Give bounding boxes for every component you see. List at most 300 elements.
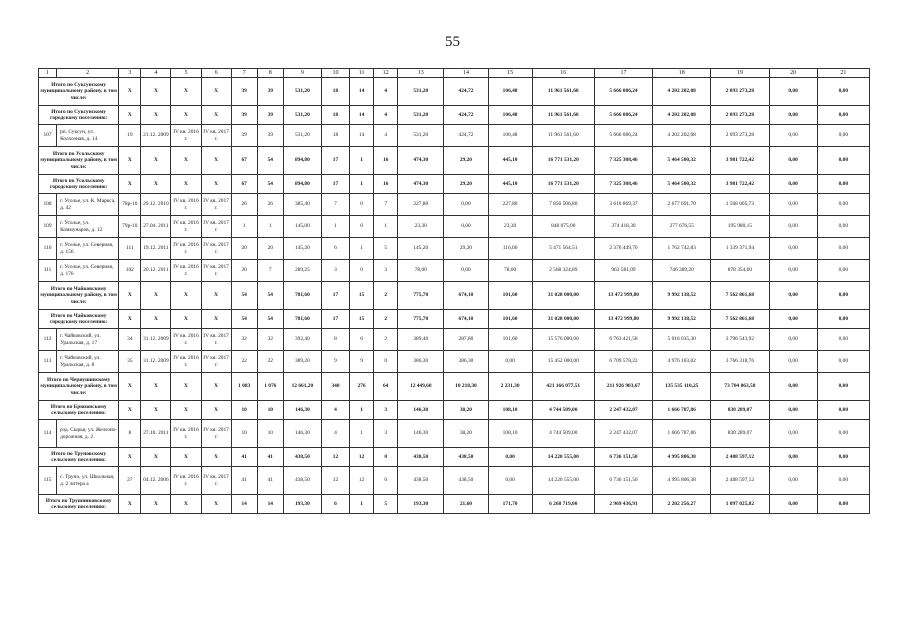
table-cell: X — [141, 401, 171, 420]
table-cell: 2 969 436,91 — [594, 495, 652, 514]
table-cell: X — [141, 106, 171, 125]
table-cell: 14 — [350, 78, 374, 106]
table-cell: 23,30 — [488, 216, 532, 238]
house-address: г. Чайковский, ул. Уральская, д. 17 — [57, 329, 119, 351]
table-cell: 340 — [321, 373, 349, 401]
subtotal-label: Итого по Брюховскому сельскому поселению: — [39, 401, 119, 420]
table-cell: 438,50 — [283, 448, 321, 467]
table-cell: 108,10 — [488, 420, 532, 448]
table-cell: 0,00 — [769, 448, 817, 467]
table-cell: 13 472 999,80 — [594, 282, 652, 310]
table-cell: 0,00 — [769, 467, 817, 495]
table-cell: 8 — [321, 329, 349, 351]
table-cell: 2 568 324,89 — [532, 260, 594, 282]
table-cell: 2 093 273,28 — [711, 78, 769, 106]
table-cell: 0,00 — [817, 329, 869, 351]
table-cell: 29.12. 2010 — [141, 194, 171, 216]
table-cell: 1 — [374, 216, 398, 238]
table-cell: 18 — [321, 125, 349, 147]
table-cell: 0 — [350, 216, 374, 238]
row-number: 114 — [39, 420, 57, 448]
table-cell: 3 — [321, 260, 349, 282]
table-cell: 54 — [231, 310, 257, 329]
table-cell: 7 325 308,46 — [594, 175, 652, 194]
table-cell: 10 — [231, 420, 257, 448]
table-cell: IV кв. 2016 г. — [171, 194, 201, 216]
table-cell: 781,60 — [283, 282, 321, 310]
table-cell: IV кв. 2017 г. — [201, 194, 231, 216]
table-cell: 0,00 — [769, 194, 817, 216]
table-cell: 4 202 202,08 — [653, 125, 711, 147]
subtotal-label: Итого по Чайковскому муниципальному району, в том числе: — [39, 282, 119, 310]
table-cell: 0,00 — [769, 373, 817, 401]
row-number: 109 — [39, 216, 57, 238]
table-cell: 4 — [321, 401, 349, 420]
table-cell: 227,80 — [398, 194, 444, 216]
table-cell: 0,00 — [817, 448, 869, 467]
table-cell: 12 449,60 — [398, 373, 444, 401]
table-cell: 0,00 — [817, 78, 869, 106]
table-cell: IV кв. 2017 г. — [201, 420, 231, 448]
table-cell: 6 709 578,22 — [594, 351, 652, 373]
table-cell: 3 796 543,92 — [711, 329, 769, 351]
table-cell: 193,30 — [398, 495, 444, 514]
table-cell: 10 — [257, 401, 283, 420]
table-cell: 5 471 564,51 — [532, 238, 594, 260]
table-cell: 146,30 — [398, 401, 444, 420]
table-cell: 9 992 138,52 — [653, 310, 711, 329]
table-cell: X — [141, 282, 171, 310]
table-cell: 101,60 — [488, 310, 532, 329]
table-cell: 19.12. 2011 — [141, 238, 171, 260]
table-cell: 1 083 — [231, 373, 257, 401]
table-cell: 674,10 — [444, 282, 488, 310]
column-number: 6 — [201, 69, 231, 78]
row-number: 108 — [39, 194, 57, 216]
table-cell: 17 — [321, 147, 349, 175]
table-cell: 3 — [374, 401, 398, 420]
table-cell: 135 535 110,25 — [653, 373, 711, 401]
table-cell: 79р-10 — [119, 216, 141, 238]
table-cell: 1 568 005,73 — [711, 194, 769, 216]
table-cell: 6 — [350, 329, 374, 351]
table-cell: 34 — [119, 329, 141, 351]
table-cell: 31 028 000,00 — [532, 282, 594, 310]
table-cell: X — [201, 282, 231, 310]
table-cell: 3 610 869,37 — [594, 194, 652, 216]
table-cell: 424,72 — [444, 125, 488, 147]
subtotal-row — [39, 78, 870, 106]
table-cell: 12 — [321, 448, 349, 467]
table-cell: 6 — [321, 495, 349, 514]
house-address: рзд. Сырья, ул. Железно-дорожная, д. 2 — [57, 420, 119, 448]
table-cell: 146,30 — [398, 420, 444, 448]
table-cell: 0,00 — [444, 194, 488, 216]
column-number: 21 — [817, 69, 869, 78]
table-cell: 287,80 — [444, 329, 488, 351]
table-cell: 674,10 — [444, 310, 488, 329]
table-cell: 3 766 318,76 — [711, 351, 769, 373]
table-cell: X — [171, 78, 201, 106]
subtotal-row — [39, 448, 870, 467]
table-cell: 0,00 — [769, 282, 817, 310]
table-cell: 781,60 — [283, 310, 321, 329]
table-cell: 2 247 432,07 — [594, 420, 652, 448]
table-cell: 0,00 — [817, 282, 869, 310]
table-cell: 78,00 — [398, 260, 444, 282]
table-cell: X — [141, 495, 171, 514]
table-cell: 531,20 — [283, 106, 321, 125]
row-number: 110 — [39, 238, 57, 260]
table-cell: 775,70 — [398, 282, 444, 310]
table-cell: 0,00 — [769, 216, 817, 238]
table-cell: 227,80 — [488, 194, 532, 216]
table-cell: X — [119, 175, 141, 194]
house-address: рп. Суксун, ул. Колхозная, д. 14 — [57, 125, 119, 147]
table-cell: 445,10 — [488, 175, 532, 194]
column-number: 14 — [444, 69, 488, 78]
table-cell: 1 076 — [257, 373, 283, 401]
table-cell: X — [141, 175, 171, 194]
table-cell: IV кв. 2017 г. — [201, 125, 231, 147]
column-number: 12 — [374, 69, 398, 78]
table-cell: 54 — [257, 147, 283, 175]
table-cell: 0,00 — [769, 78, 817, 106]
table-cell: 32 — [257, 329, 283, 351]
table-cell: 0,00 — [817, 216, 869, 238]
table-cell: 31.12. 2009 — [141, 329, 171, 351]
table-cell: 0,00 — [444, 260, 488, 282]
table-cell: 1 — [321, 216, 349, 238]
table-cell: 3 981 722,42 — [711, 147, 769, 175]
table-cell: 1 — [350, 420, 374, 448]
table-cell: 146,30 — [283, 420, 321, 448]
subtotal-row — [39, 310, 870, 329]
table-cell: IV кв. 2016 г. — [171, 420, 201, 448]
table-cell: 1 — [350, 495, 374, 514]
table-cell: 0,00 — [769, 147, 817, 175]
table-cell: 1 — [350, 147, 374, 175]
table-cell: 0,00 — [488, 467, 532, 495]
column-number: 15 — [488, 69, 532, 78]
table-cell: 6 736 151,50 — [594, 448, 652, 467]
table-cell: 16 — [374, 175, 398, 194]
table-cell: 421 166 077,51 — [532, 373, 594, 401]
table-cell: 4 995 806,38 — [653, 467, 711, 495]
row-number: 112 — [39, 329, 57, 351]
table-cell: 171,70 — [488, 495, 532, 514]
table-cell: 11 961 561,60 — [532, 106, 594, 125]
table-cell: 39 — [231, 106, 257, 125]
table-cell: 116,00 — [488, 238, 532, 260]
table-cell: 3 981 722,42 — [711, 175, 769, 194]
table-cell: 27.10. 2011 — [141, 420, 171, 448]
table-cell: 848 075,00 — [532, 216, 594, 238]
table-cell: 289,25 — [283, 260, 321, 282]
table-cell: 5 666 086,24 — [594, 125, 652, 147]
table-cell: 0,00 — [769, 106, 817, 125]
table-cell: X — [141, 373, 171, 401]
column-number: 9 — [283, 69, 321, 78]
table-cell: 21.12. 2009 — [141, 125, 171, 147]
table-cell: 474,30 — [398, 175, 444, 194]
table-cell: 41 — [257, 467, 283, 495]
table-cell: IV кв. 2016 г. — [171, 238, 201, 260]
table-cell: 22 — [257, 351, 283, 373]
column-number-row — [39, 69, 870, 78]
table-cell: 31.12. 2009 — [141, 351, 171, 373]
table-cell: 5 — [374, 495, 398, 514]
table-cell: 14 — [350, 106, 374, 125]
table-cell: 20.12. 2011 — [141, 260, 171, 282]
table-cell: 41 — [231, 448, 257, 467]
table-cell: 26 — [231, 194, 257, 216]
table-cell: IV кв. 2016 г. — [171, 467, 201, 495]
table-cell: 106,48 — [488, 78, 532, 106]
table-cell: IV кв. 2017 г. — [201, 216, 231, 238]
table-cell: X — [141, 310, 171, 329]
house-address: г. Усолье, ул. Северная, д. 156 — [57, 238, 119, 260]
table-cell: 1 — [231, 216, 257, 238]
table-cell: 54 — [257, 282, 283, 310]
table-cell: 0 — [374, 448, 398, 467]
subtotal-label: Итого по Суксунскому муниципальному району, в том числе: — [39, 78, 119, 106]
column-number: 2 — [57, 69, 119, 78]
table-cell: 438,50 — [444, 467, 488, 495]
column-number: 8 — [257, 69, 283, 78]
table-cell: 4 202 202,08 — [653, 106, 711, 125]
table-cell: X — [119, 310, 141, 329]
table-cell: X — [171, 448, 201, 467]
column-number: 19 — [711, 69, 769, 78]
table-cell: 5 016 035,30 — [653, 329, 711, 351]
table-cell: 41 — [257, 448, 283, 467]
table-cell: 102 — [119, 260, 141, 282]
table-cell: 2 — [374, 329, 398, 351]
subtotal-label: Итого по Трушниковскому сельскому поселению: — [39, 495, 119, 514]
table-cell: 277 676,55 — [653, 216, 711, 238]
table-cell: 830 289,07 — [711, 420, 769, 448]
table-cell: 22 — [231, 351, 257, 373]
table-cell: X — [119, 106, 141, 125]
table-cell: 31 028 000,00 — [532, 310, 594, 329]
table-cell: 1 339 371,94 — [711, 238, 769, 260]
table-cell: 145,20 — [398, 238, 444, 260]
table-cell: 474,30 — [398, 147, 444, 175]
table-cell: 7 562 861,68 — [711, 282, 769, 310]
table-cell: 0,00 — [769, 495, 817, 514]
table-cell: 0,00 — [817, 238, 869, 260]
table-cell: 20 — [231, 260, 257, 282]
table-cell: 35 — [119, 351, 141, 373]
subtotal-label: Итого по Суксунскому городскому поселению: — [39, 106, 119, 125]
house-address: г. Усолье, ул. Коммунаров, д. 12 — [57, 216, 119, 238]
table-cell: IV кв. 2017 г. — [201, 260, 231, 282]
table-cell: X — [119, 78, 141, 106]
table-cell: 4 202 202,08 — [653, 78, 711, 106]
table-cell: X — [119, 448, 141, 467]
table-cell: 64 — [374, 373, 398, 401]
table-cell: 16 771 531,20 — [532, 175, 594, 194]
table-cell: 7 — [321, 194, 349, 216]
table-cell: X — [119, 495, 141, 514]
table-cell: 14 220 555,00 — [532, 448, 594, 467]
column-number: 11 — [350, 69, 374, 78]
table-cell: 6 736 151,50 — [594, 467, 652, 495]
table-cell: 54 — [231, 282, 257, 310]
table-cell: 0,00 — [817, 373, 869, 401]
table-cell: 2 093 273,28 — [711, 125, 769, 147]
row-number: 113 — [39, 351, 57, 373]
table-cell: 0,00 — [817, 420, 869, 448]
table-cell: X — [201, 106, 231, 125]
table-cell: 963 581,09 — [594, 260, 652, 282]
table-cell: 1 097 025,82 — [711, 495, 769, 514]
table-cell: 14 — [257, 495, 283, 514]
table-cell: 0,00 — [817, 106, 869, 125]
table-cell: 10 — [231, 401, 257, 420]
table-cell: 0,00 — [488, 351, 532, 373]
table-cell: 9 — [350, 351, 374, 373]
table-cell: X — [171, 175, 201, 194]
table-cell: IV кв. 2016 г. — [171, 260, 201, 282]
table-cell: X — [119, 373, 141, 401]
table-row — [39, 125, 870, 147]
subtotal-row — [39, 106, 870, 125]
table-cell: 67 — [231, 175, 257, 194]
table-cell: 17 — [321, 282, 349, 310]
table-cell: 54 — [257, 175, 283, 194]
table-cell: 0,00 — [817, 310, 869, 329]
table-cell: X — [201, 373, 231, 401]
table-cell: 67 — [231, 147, 257, 175]
table-cell: IV кв. 2017 г. — [201, 351, 231, 373]
table-cell: 0 — [374, 351, 398, 373]
table-cell: X — [119, 147, 141, 175]
table-cell: 0,00 — [817, 467, 869, 495]
subtotal-row — [39, 495, 870, 514]
house-address: с. Труно, ул. Школьная, д. 2 литера а — [57, 467, 119, 495]
table-cell: X — [171, 282, 201, 310]
table-cell: 17 — [321, 310, 349, 329]
subtotal-label: Итого по Чайковскому городскому поселению: — [39, 310, 119, 329]
column-number: 4 — [141, 69, 171, 78]
table-cell: 7 — [374, 194, 398, 216]
table-cell: 19 — [119, 125, 141, 147]
table-cell: 1 — [350, 401, 374, 420]
table-cell: 1 — [257, 216, 283, 238]
table-cell: 11 961 561,60 — [532, 125, 594, 147]
table-cell: 531,20 — [398, 125, 444, 147]
table-cell: 15 452 000,00 — [532, 351, 594, 373]
row-number: 115 — [39, 467, 57, 495]
table-row — [39, 351, 870, 373]
table-cell: 878 354,60 — [711, 260, 769, 282]
table-cell: 276 — [350, 373, 374, 401]
table-cell: 73 704 063,58 — [711, 373, 769, 401]
table-cell: 438,50 — [444, 448, 488, 467]
table-cell: 0,00 — [488, 448, 532, 467]
table-cell: 4 — [374, 78, 398, 106]
table-cell: 15 — [350, 310, 374, 329]
table-cell: IV кв. 2017 г. — [201, 467, 231, 495]
table-cell: 38,20 — [444, 401, 488, 420]
table-cell: 386,30 — [398, 351, 444, 373]
table-cell: X — [201, 310, 231, 329]
table-cell: 195 980,15 — [711, 216, 769, 238]
table-cell: X — [201, 78, 231, 106]
table-cell: 10 — [257, 420, 283, 448]
table-cell: 392,40 — [283, 329, 321, 351]
subtotal-label: Итого по Усольскому городскому поселению: — [39, 175, 119, 194]
table-cell: 0,00 — [769, 175, 817, 194]
table-cell: 531,20 — [398, 106, 444, 125]
table-cell: 39 — [257, 78, 283, 106]
table-cell: 15 — [350, 282, 374, 310]
table-cell: 27 — [119, 467, 141, 495]
table-cell: 5 666 086,24 — [594, 78, 652, 106]
table-cell: 1 666 787,86 — [653, 420, 711, 448]
table-cell: 438,50 — [283, 467, 321, 495]
table-cell: 32 — [231, 329, 257, 351]
table-cell: 20 — [231, 238, 257, 260]
table-cell: 7 325 308,46 — [594, 147, 652, 175]
table-cell: 23,30 — [398, 216, 444, 238]
table-cell: 13 472 999,80 — [594, 310, 652, 329]
table-cell: 0 — [350, 194, 374, 216]
table-cell: X — [201, 495, 231, 514]
table-cell: 7 856 506,80 — [532, 194, 594, 216]
table-cell: 0,00 — [817, 260, 869, 282]
subtotal-row — [39, 401, 870, 420]
table-cell: 0,00 — [817, 401, 869, 420]
table-cell: 4 744 509,00 — [532, 420, 594, 448]
table-cell: 145,20 — [283, 238, 321, 260]
table-cell: X — [141, 147, 171, 175]
table-cell: 5 464 500,32 — [653, 175, 711, 194]
table-cell: X — [171, 495, 201, 514]
table-cell: 101,60 — [488, 282, 532, 310]
table-cell: 0,00 — [769, 238, 817, 260]
table-cell: IV кв. 2016 г. — [171, 329, 201, 351]
column-number: 1 — [39, 69, 57, 78]
table-cell: 6 763 421,58 — [594, 329, 652, 351]
table-cell: 2 247 432,07 — [594, 401, 652, 420]
table-cell: X — [201, 401, 231, 420]
table-cell: IV кв. 2017 г. — [201, 238, 231, 260]
table-cell: 424,72 — [444, 106, 488, 125]
table-cell: 4 976 103,02 — [653, 351, 711, 373]
table-cell: 2 677 691,70 — [653, 194, 711, 216]
table-cell: X — [141, 448, 171, 467]
table-cell: 78р-10 — [119, 194, 141, 216]
table-cell: 0 — [374, 467, 398, 495]
table-cell: 106,48 — [488, 106, 532, 125]
table-cell: 39 — [257, 125, 283, 147]
table-cell: 145,00 — [283, 216, 321, 238]
table-cell: 26 — [257, 194, 283, 216]
table-cell: 0,00 — [817, 125, 869, 147]
table-row — [39, 420, 870, 448]
table-cell: 0,00 — [769, 310, 817, 329]
table-cell: 2 202 256,27 — [653, 495, 711, 514]
table-cell: 10 218,30 — [444, 373, 488, 401]
table-cell: 146,30 — [283, 401, 321, 420]
table-cell: 7 — [257, 260, 283, 282]
table-cell: X — [171, 147, 201, 175]
table-cell: 438,50 — [398, 467, 444, 495]
table-cell: 2 — [374, 310, 398, 329]
